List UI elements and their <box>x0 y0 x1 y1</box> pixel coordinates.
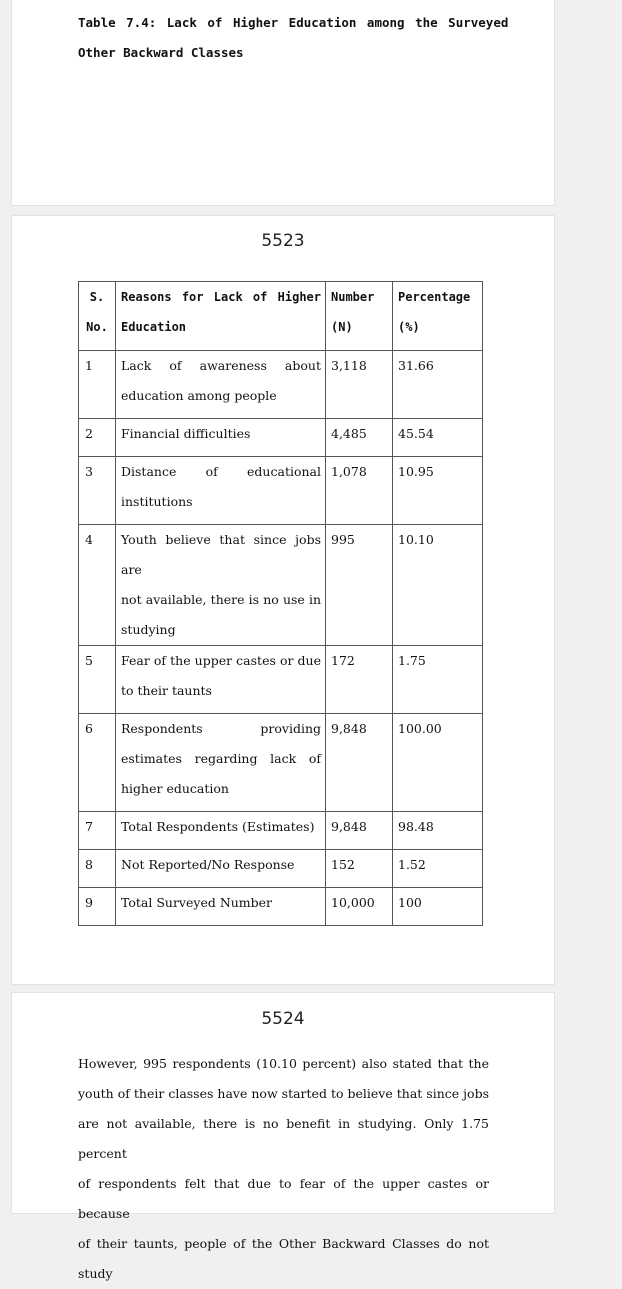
header-reason <box>116 282 326 351</box>
cell-percentage <box>393 888 483 926</box>
paragraph-line: However, 995 respondents (10.10 percent) also stated that the <box>78 1056 489 1071</box>
reason-line: Not Reported/No Response <box>121 857 295 872</box>
sno-text: 4 <box>85 532 93 547</box>
table-row <box>79 714 483 812</box>
sno-text: 2 <box>85 426 93 441</box>
cell-sno <box>79 646 116 714</box>
reason-line: not available, there is no use in <box>121 592 321 607</box>
page-2 <box>12 216 554 984</box>
paragraph-line: of respondents felt that due to fear of the upper castes or because <box>78 1176 489 1221</box>
percentage-text: 1.75 <box>398 653 426 668</box>
cell-sno <box>79 351 116 419</box>
reason-line: studying <box>121 622 176 637</box>
number-text: 152 <box>331 857 355 872</box>
paragraph-line: of their taunts, people of the Other Backward Classes do not study <box>78 1236 489 1281</box>
percentage-text: 1.52 <box>398 857 426 872</box>
percentage-text: 10.95 <box>398 464 434 479</box>
cell-number <box>326 646 393 714</box>
reason-line: estimates regarding lack of <box>121 751 321 766</box>
header-reason-line-2: Education <box>121 320 187 334</box>
reason-line: Fear of the upper castes or due <box>121 653 321 668</box>
header-percentage <box>393 282 483 351</box>
reason-line: education among people <box>121 388 277 403</box>
cell-percentage <box>393 714 483 812</box>
percentage-text: 45.54 <box>398 426 434 441</box>
cell-number <box>326 812 393 850</box>
reason-line: Financial difficulties <box>121 426 251 441</box>
sno-text: 1 <box>85 358 93 373</box>
cell-reason <box>116 714 326 812</box>
sno-text: 6 <box>85 721 93 736</box>
cell-sno <box>79 714 116 812</box>
table-header-row <box>79 282 483 351</box>
page-number: 5524 <box>261 1009 305 1029</box>
page-number: 5523 <box>261 231 305 251</box>
sno-text: 8 <box>85 857 93 872</box>
cell-sno <box>79 525 116 646</box>
data-table <box>78 281 483 926</box>
cell-number <box>326 419 393 457</box>
table-row <box>79 351 483 419</box>
header-number-line-2: (N) <box>331 320 353 334</box>
number-text: 9,848 <box>331 819 367 834</box>
table-row <box>79 888 483 926</box>
percentage-text: 98.48 <box>398 819 434 834</box>
reason-line: Total Respondents (Estimates) <box>121 819 315 834</box>
number-text: 4,485 <box>331 426 367 441</box>
table-row <box>79 525 483 646</box>
table-row <box>79 419 483 457</box>
cell-number <box>326 714 393 812</box>
cell-percentage <box>393 812 483 850</box>
cell-percentage <box>393 525 483 646</box>
page-1 <box>12 0 554 205</box>
cell-reason <box>116 457 326 525</box>
header-sno <box>79 282 116 351</box>
cell-reason <box>116 888 326 926</box>
sno-text: 7 <box>85 819 93 834</box>
cell-percentage <box>393 646 483 714</box>
cell-number <box>326 525 393 646</box>
header-sno-line-2: No. <box>86 320 108 334</box>
paragraph-line: youth of their classes have now started to believe that since jobs <box>78 1086 489 1101</box>
paragraph-line: are not available, there is no benefit in studying. Only 1.75 percent <box>78 1116 489 1161</box>
body-paragraph <box>78 1049 489 1289</box>
header-sno-line-1: S. <box>89 290 105 304</box>
cell-reason <box>116 525 326 646</box>
header-pct-line-1: Percentage <box>398 290 471 304</box>
cell-sno <box>79 457 116 525</box>
reason-line: higher education <box>121 781 229 796</box>
cell-number <box>326 850 393 888</box>
caption-line-1: Table 7.4: Lack of Higher Education among the Surveyed <box>78 15 509 30</box>
percentage-text: 100.00 <box>398 721 442 736</box>
number-text: 3,118 <box>331 358 367 373</box>
caption-line-2: Other Backward Classes <box>78 45 244 60</box>
cell-reason <box>116 351 326 419</box>
cell-sno <box>79 850 116 888</box>
table-row <box>79 457 483 525</box>
table-row <box>79 850 483 888</box>
reason-line: Lack of awareness about <box>121 358 321 373</box>
reason-line: Distance of educational <box>121 464 321 479</box>
cell-percentage <box>393 351 483 419</box>
cell-number <box>326 351 393 419</box>
cell-reason <box>116 419 326 457</box>
percentage-text: 10.10 <box>398 532 434 547</box>
percentage-text: 31.66 <box>398 358 434 373</box>
reason-line: Youth believe that since jobs are <box>121 532 321 577</box>
cell-reason <box>116 646 326 714</box>
sno-text: 5 <box>85 653 93 668</box>
header-number <box>326 282 393 351</box>
table-caption <box>78 8 514 68</box>
sno-text: 9 <box>85 895 93 910</box>
percentage-text: 100 <box>398 895 422 910</box>
reason-line: Respondents providing <box>121 721 321 736</box>
reason-line: to their taunts <box>121 683 212 698</box>
number-text: 995 <box>331 532 355 547</box>
cell-percentage <box>393 457 483 525</box>
sno-text: 3 <box>85 464 93 479</box>
reason-line: institutions <box>121 494 193 509</box>
cell-reason <box>116 850 326 888</box>
cell-percentage <box>393 850 483 888</box>
table-row <box>79 646 483 714</box>
cell-number <box>326 457 393 525</box>
table-row <box>79 812 483 850</box>
cell-number <box>326 888 393 926</box>
number-text: 1,078 <box>331 464 367 479</box>
cell-reason <box>116 812 326 850</box>
cell-sno <box>79 812 116 850</box>
header-number-line-1: Number <box>331 290 375 304</box>
header-reason-line-1: Reasons for Lack of Higher <box>121 290 321 304</box>
reason-line: Total Surveyed Number <box>121 895 273 910</box>
cell-percentage <box>393 419 483 457</box>
page-3 <box>12 993 554 1281</box>
header-pct-line-2: (%) <box>398 320 420 334</box>
cell-sno <box>79 888 116 926</box>
number-text: 172 <box>331 653 355 668</box>
number-text: 9,848 <box>331 721 367 736</box>
cell-sno <box>79 419 116 457</box>
number-text: 10,000 <box>331 895 375 910</box>
